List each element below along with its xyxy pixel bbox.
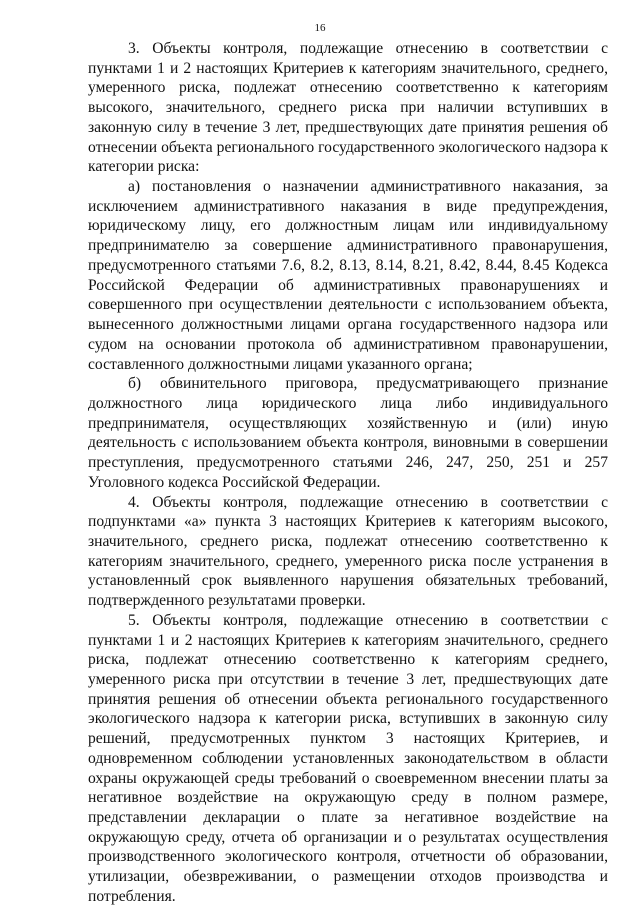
paragraph-3a: а) постановления о назначении административного наказания, за исключением административного наказания в виде предупреждения, юридическому лицу, его должностным лицам или индивидуальному предпринимателю за совершение административного правонарушения, предусмотренного статьями 7.6, 8.2, 8.13, 8.14, 8.21, 8.42, 8.44, 8.45 Кодекса Российской Федерации об административных правонарушениях и совершенного при осуществлении деятельности с использованием объекта, вынесенного должностными лицами органа государственного надзора или судом на основании протокола об административном правонарушении, составленного должностными лицами указанного органа; [88,178,608,373]
paragraph-3: 3. Объекты контроля, подлежащие отнесению в соответствии с пунктами 1 и 2 настоящих Критериев к категориям значительного, среднего, умеренного риска, подлежат отнесению соответственно к категориям высокого, значительного, среднего риска при наличии вступивших в законную силу в течение 3 лет, предшествующих дате принятия решения об отнесении объекта регионального государственного экологического надзора к категории риска: [88,40,608,176]
page-number: 16 [314,22,326,34]
paragraph-5: 5. Объекты контроля, подлежащие отнесению в соответствии с пунктами 1 и 2 настоящих Критериев к категориям значительного, среднего риска, подлежат отнесению соответственно к категориям среднего, умеренного риска при отсутствии в течение 3 лет, предшествующих дате принятия решения об отнесении объекта регионального государственного экологического надзора к категории риска, вступивших в законную силу решений, предусмотренных пунктом 3 настоящих Критериев, и одновременном соблюдении установленных законодательством в области охраны окружающей среды требований о своевременном внесении платы за негативное воздействие на окружающую среду в полном размере, представлении декларации о плате за негативное воздействие на окружающую среду, отчета об организации и о результатах осуществления производственного экологического контроля, отчетности об образовании, утилизации, обезвреживании, о размещении отходов производства и потребления. [88,611,608,905]
paragraph-4: 4. Объекты контроля, подлежащие отнесению в соответствии с подпунктами «а» пункта 3 настоящих Критериев к категориям высокого, значительного, среднего риска, подлежат отнесению соответственно к категориям значительного, среднего, умеренного риска после устранения в установленный срок выявленного нарушения обязательных требований, подтвержденного результатами проверки. [88,493,608,610]
document-body [88,39,608,907]
paragraph-3b: б) обвинительного приговора, предусматривающего признание должностного лица юридического лица либо индивидуального предпринимателя, осуществляющих хозяйственную и (или) иную деятельность с использованием объекта контроля, виновными в совершении преступления, предусмотренного статьями 246, 247, 250, 251 и 257 Уголовного кодекса Российской Федерации. [88,375,608,491]
